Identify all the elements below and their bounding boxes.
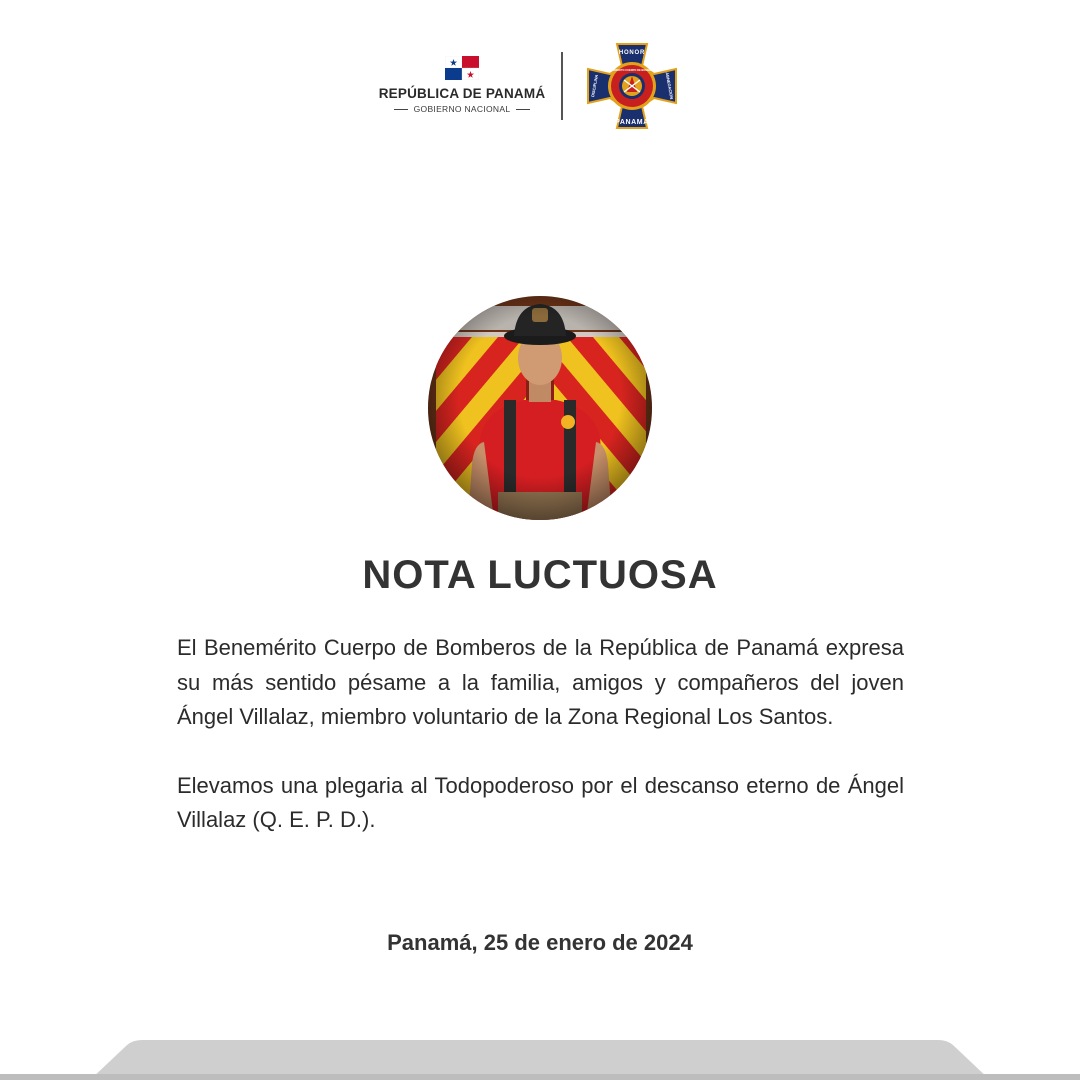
portrait-photo — [428, 296, 652, 520]
emblem-text-right: ABNEGACION — [664, 71, 675, 100]
emblem-text-bottom: PANAMA — [615, 119, 649, 126]
government-subtitle: GOBIERNO NACIONAL — [413, 104, 511, 114]
fire-department-emblem-icon — [584, 40, 680, 132]
notice-paragraph: Elevamos una plegaria al Todopoderoso por el descanso eterno de Ángel Villalaz (Q. E. P. D.). — [177, 772, 904, 832]
emblem-text-top: HONOR — [618, 50, 646, 56]
divider-line — [516, 109, 530, 110]
panama-flag-icon — [445, 56, 479, 80]
emblem-text-left: DISCIPLINA — [590, 74, 599, 98]
header-divider — [561, 52, 563, 120]
government-logo — [372, 56, 552, 114]
emblem-text-ring: BENEMERITO CUERPO DE BOMBEROS — [607, 69, 657, 72]
notice-body — [177, 631, 904, 838]
bottom-decorative-bar — [0, 1040, 1080, 1080]
firefighter-portrait-icon — [428, 296, 652, 520]
divider-line — [394, 109, 408, 110]
government-subtitle-row — [372, 104, 552, 114]
government-title: REPÚBLICA DE PANAMÁ — [378, 86, 546, 101]
notice-date: Panamá, 25 de enero de 2024 — [387, 930, 693, 955]
notice-title: NOTA LUCTUOSA — [362, 553, 718, 597]
notice-paragraph: El Benemérito Cuerpo de Bomberos de la República de Panamá expresa su más sentido pésame a la familia, amigos y compañeros del joven Ángel Villalaz, miembro voluntario de la Zona Regional Los Santos. — [177, 635, 904, 729]
